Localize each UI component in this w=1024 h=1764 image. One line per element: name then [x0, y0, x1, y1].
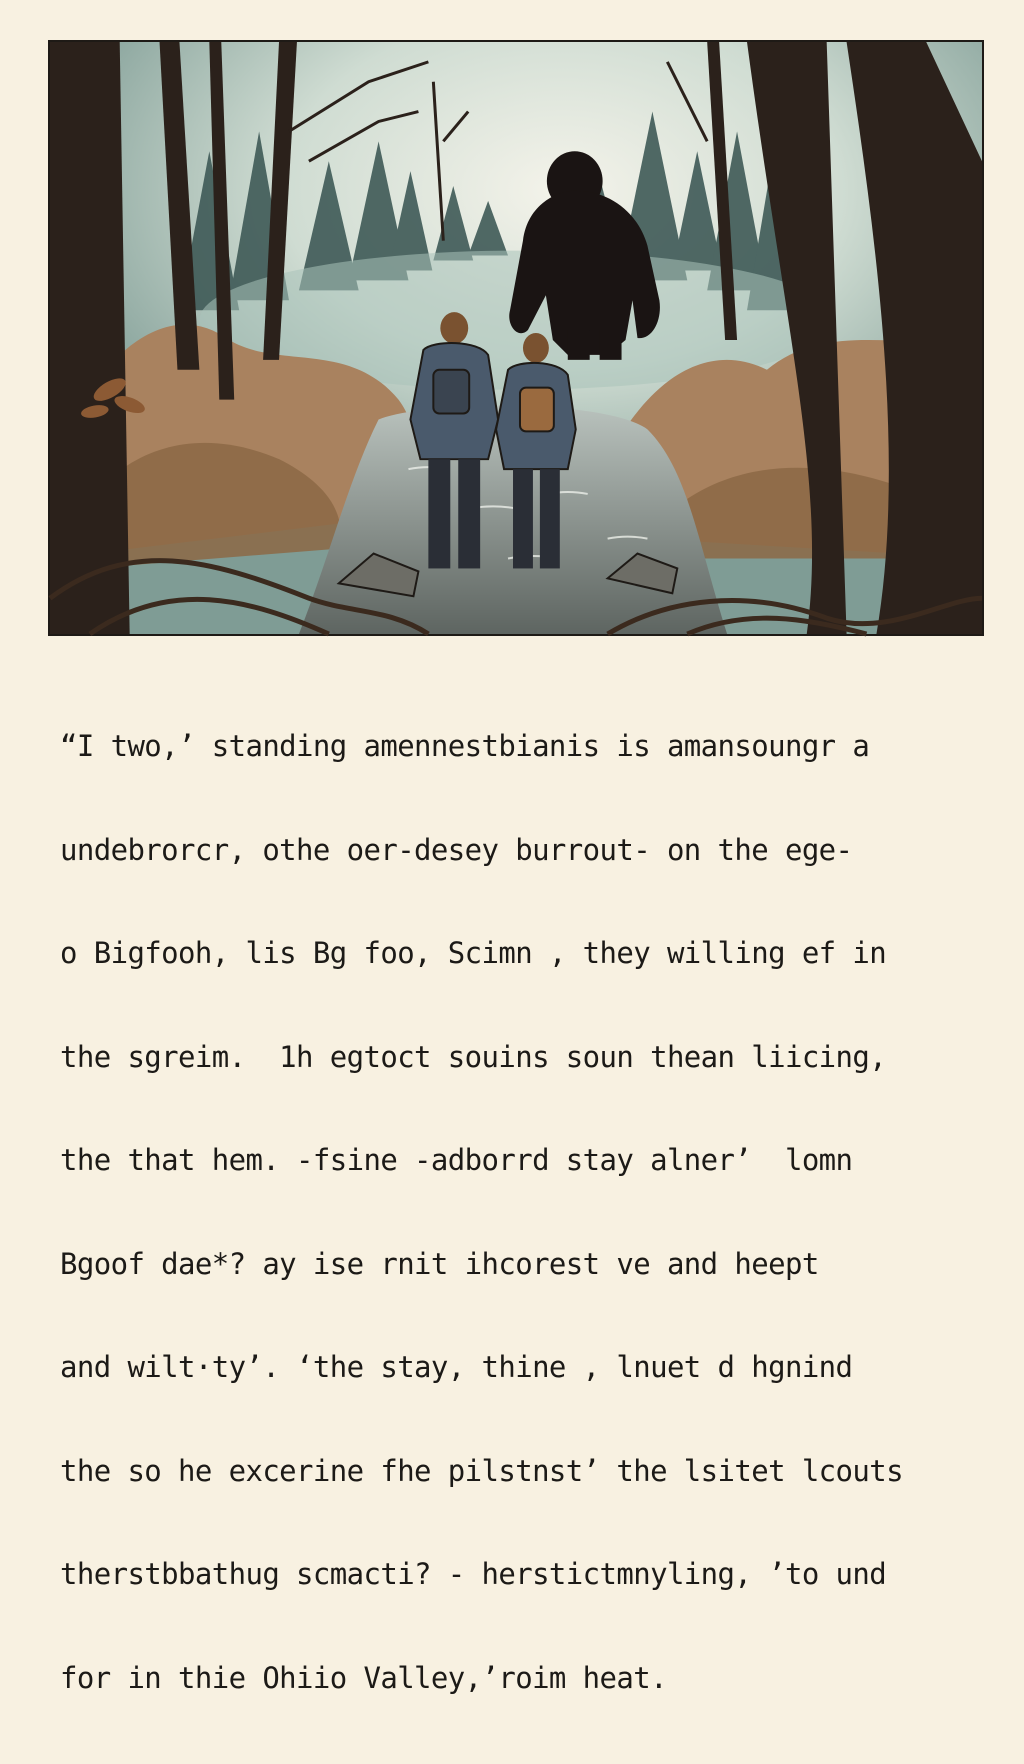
caption-line: o Bigfooh, lis Bg foo, Scimn , they willing ef in	[60, 936, 887, 970]
caption-line: and wilt·ty’. ‘the stay, thine , lnuet d hgnind	[60, 1350, 853, 1384]
caption-line: therstbbathug scmacti? - herstictmnyling, ’to und	[60, 1557, 887, 1591]
caption-line: “I two,’ standing amennestbianis is amansoungr a	[60, 729, 870, 763]
caption-line: undebrorcr, othe oer-desey burrout- on the ege-	[60, 832, 853, 867]
caption-line: the sgreim. 1h egtoct souins soun thean liicing,	[60, 1039, 887, 1074]
illustration-canvas	[50, 42, 982, 634]
caption-line: the that hem. -fsine -adborrd stay alner’ lomn	[60, 1143, 853, 1177]
caption-text-block	[60, 660, 980, 1695]
forest-illustration	[48, 40, 984, 636]
caption-line: for in thie Ohiio Valley,’roim heat.	[60, 1660, 667, 1695]
caption-line: Bgoof dae*? ay ise rnit ihcorest ve and heept	[60, 1246, 819, 1281]
caption-line: the so he excerine fhe pilstnst’ the lsitet lcouts	[60, 1453, 903, 1488]
